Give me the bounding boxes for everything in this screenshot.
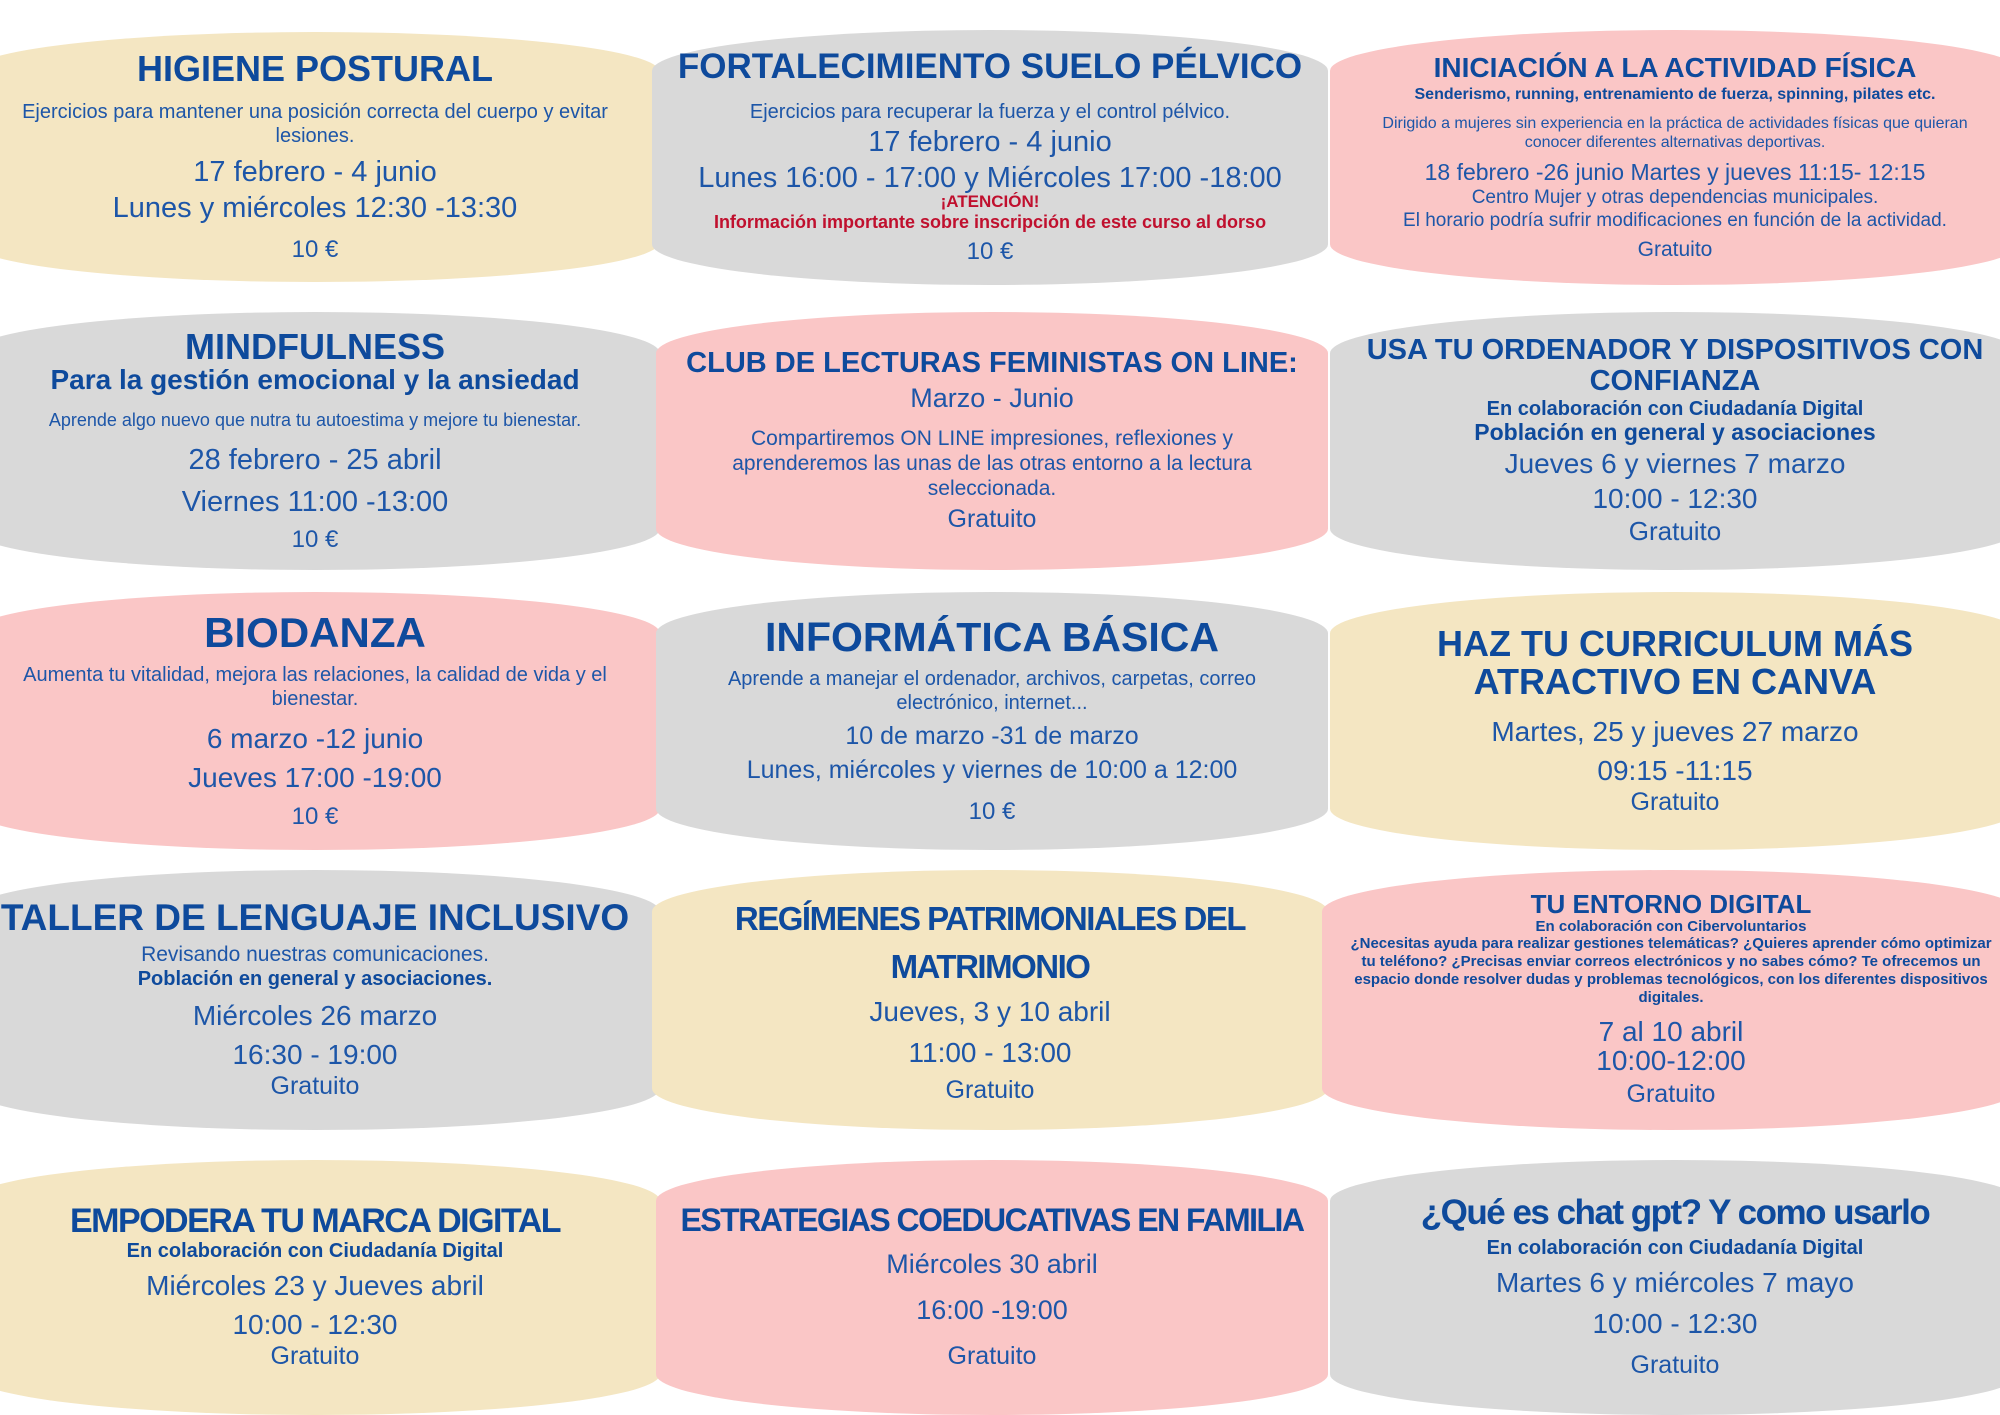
card-price: 10 €	[966, 238, 1014, 266]
card-schedule: Lunes 16:00 - 17:00 y Miércoles 17:00 -18:00	[698, 161, 1282, 194]
card-schedule: 18 febrero -26 junio Martes y jueves 11:15- 12:15	[1424, 159, 1926, 185]
card-description: Aprende a manejar el ordenador, archivos, carpetas, correo electrónico, internet...	[727, 668, 1257, 715]
card-dates: 7 al 10 abril	[1598, 1016, 1744, 1047]
card-subtitle-audience: Población en general y asociaciones	[1474, 419, 1876, 446]
alert-title: ¡ATENCIÓN!	[940, 192, 1040, 211]
card-dates: 28 febrero - 25 abril	[188, 443, 442, 476]
card-dates: Jueves, 3 y 10 abril	[869, 996, 1111, 1028]
card-schedule: 10:00 - 12:30	[1592, 482, 1758, 514]
card-tu-entorno-digital	[1322, 870, 2000, 1130]
card-price: Gratuito	[1626, 1079, 1716, 1108]
card-schedule: Lunes y miércoles 12:30 -13:30	[112, 191, 518, 224]
card-price: 10 €	[291, 803, 339, 831]
card-dates: 10 de marzo -31 de marzo	[845, 722, 1139, 751]
card-price: 10 €	[968, 797, 1016, 825]
card-chat-gpt	[1330, 1160, 2000, 1415]
card-price: Gratuito	[1630, 788, 1720, 817]
card-dates: Miércoles 26 marzo	[192, 999, 438, 1031]
card-higiene-postural	[0, 32, 660, 282]
card-description: Compartiremos ON LINE impresiones, reflexiones y aprenderemos las unas de las otras entorno a la lectura seleccionada.	[732, 426, 1252, 501]
card-iniciacion-actividad-fisica	[1330, 30, 2000, 285]
card-title: USA TU ORDENADOR Y DISPOSITIVOS CON CONFIANZA	[1366, 334, 1984, 397]
card-schedule: 10:00 - 12:30	[232, 1308, 398, 1340]
card-note: El horario podría sufrir modificaciones en función de la actividad.	[1403, 209, 1947, 231]
card-description: Ejercicios para recuperar la fuerza y el control pélvico.	[749, 100, 1231, 123]
card-subtitle: En colaboración con Ciudadanía Digital	[126, 1239, 504, 1262]
card-title: EMPODERA TU MARCA DIGITAL	[69, 1202, 561, 1241]
card-schedule: 10:00-12:00	[1596, 1045, 1746, 1077]
card-title: MINDFULNESS	[185, 325, 445, 367]
card-dates: Martes, 25 y jueves 27 marzo	[1491, 716, 1859, 748]
card-price: 10 €	[291, 526, 339, 554]
card-estrategias-coeducativas	[656, 1160, 1328, 1415]
card-regimenes-patrimoniales	[652, 870, 1328, 1130]
card-price: Gratuito	[1637, 238, 1713, 262]
card-schedule: Viernes 11:00 -13:00	[181, 486, 449, 519]
card-title: HAZ TU CURRICULUM MÁS ATRACTIVO EN CANVA	[1437, 622, 1913, 702]
card-title: TALLER DE LENGUAJE INCLUSIVO	[0, 897, 630, 939]
card-price: Gratuito	[947, 505, 1037, 534]
card-price: Gratuito	[947, 1341, 1037, 1370]
card-subtitle: En colaboración con Cibervoluntarios	[1535, 917, 1807, 935]
card-title: REGÍMENES PATRIMONIALES DEL MATRIMONIO	[734, 899, 1246, 985]
card-schedule: 10:00 - 12:30	[1592, 1308, 1758, 1340]
card-suelo-pelvico	[652, 30, 1328, 285]
card-dates: Jueves 6 y viernes 7 marzo	[1504, 447, 1846, 479]
card-dates: Miércoles 23 y Jueves abril	[146, 1269, 484, 1301]
card-title: BIODANZA	[204, 608, 426, 656]
card-subtitle: En colaboración con Ciudadanía Digital	[1486, 1237, 1864, 1260]
card-title: FORTALECIMIENTO SUELO PÉLVICO	[677, 46, 1303, 86]
card-price: Gratuito	[270, 1341, 360, 1370]
card-informatica-basica	[656, 592, 1328, 850]
card-biodanza	[0, 592, 660, 850]
card-subtitle: Para la gestión emocional y la ansiedad	[50, 364, 580, 396]
card-description: ¿Necesitas ayuda para realizar gestiones telemáticas? ¿Quieres aprender cómo optimizar tu teléfono? ¿Precisas enviar correos electrónicos y no sabes cómo? Te ofrecemos un espacio donde resolver dudas y problemas tecnológicos, con los diferentes dispositivos digitales.	[1350, 935, 1992, 1006]
card-dates: Miércoles 30 abril	[886, 1249, 1098, 1280]
card-dates: Martes 6 y miércoles 7 mayo	[1496, 1267, 1854, 1299]
card-subtitle: Senderismo, running, entrenamiento de fuerza, spinning, pilates etc.	[1414, 86, 1936, 104]
card-schedule: 11:00 - 13:00	[908, 1037, 1072, 1069]
card-schedule: Jueves 17:00 -19:00	[188, 762, 442, 794]
card-title: ESTRATEGIAS COEDUCATIVAS EN FAMILIA	[680, 1202, 1304, 1239]
card-subtitle-collab: En colaboración con Ciudadanía Digital	[1486, 398, 1864, 421]
card-title: HIGIENE POSTURAL	[136, 47, 494, 89]
card-schedule: 16:00 -19:00	[916, 1294, 1068, 1325]
card-lenguaje-inclusivo	[0, 870, 660, 1130]
card-price: Gratuito	[1630, 1351, 1720, 1380]
card-price: 10 €	[291, 236, 339, 264]
card-dates: Marzo - Junio	[910, 383, 1074, 414]
card-usa-tu-ordenador	[1330, 312, 2000, 570]
card-subtitle: Población en general y asociaciones.	[137, 967, 493, 990]
card-dates: 17 febrero - 4 junio	[193, 155, 437, 188]
card-price: Gratuito	[270, 1071, 360, 1100]
card-description: Aprende algo nuevo que nutra tu autoestima y mejore tu bienestar.	[48, 410, 582, 431]
card-description: Ejercicios para mantener una posición correcta del cuerpo y evitar lesiones.	[22, 100, 608, 147]
card-price: Gratuito	[945, 1076, 1035, 1105]
card-schedule: 09:15 -11:15	[1597, 755, 1753, 787]
alert-text: Información importante sobre inscripción de este curso al dorso	[713, 211, 1267, 232]
card-dates: 6 marzo -12 junio	[206, 723, 424, 755]
card-schedule: Lunes, miércoles y viernes de 10:00 a 12:00	[746, 755, 1238, 784]
card-curriculum-canva	[1330, 592, 2000, 850]
card-description: Revisando nuestras comunicaciones.	[141, 943, 489, 967]
card-dates: 17 febrero - 4 junio	[868, 125, 1112, 158]
card-title: TU ENTORNO DIGITAL	[1530, 889, 1812, 920]
card-location: Centro Mujer y otras dependencias municipales.	[1471, 186, 1879, 208]
card-title: INFORMÁTICA BÁSICA	[764, 614, 1219, 661]
card-club-lecturas	[656, 312, 1328, 570]
card-title: ¿Qué es chat gpt? Y como usarlo	[1420, 1192, 1930, 1232]
card-mindfulness	[0, 312, 660, 570]
card-description: Aumenta tu vitalidad, mejora las relaciones, la calidad de vida y el bienestar.	[23, 664, 607, 711]
card-description: Dirigido a mujeres sin experiencia en la práctica de actividades físicas que quieran conocer diferentes alternativas deportivas.	[1382, 114, 1968, 151]
card-schedule: 16:30 - 19:00	[232, 1038, 398, 1070]
card-empodera-marca-digital	[0, 1160, 660, 1415]
card-price: Gratuito	[1628, 515, 1722, 546]
card-title: INICIACIÓN A LA ACTIVIDAD FÍSICA	[1433, 51, 1917, 83]
card-title: CLUB DE LECTURAS FEMINISTAS ON LINE:	[686, 346, 1298, 379]
